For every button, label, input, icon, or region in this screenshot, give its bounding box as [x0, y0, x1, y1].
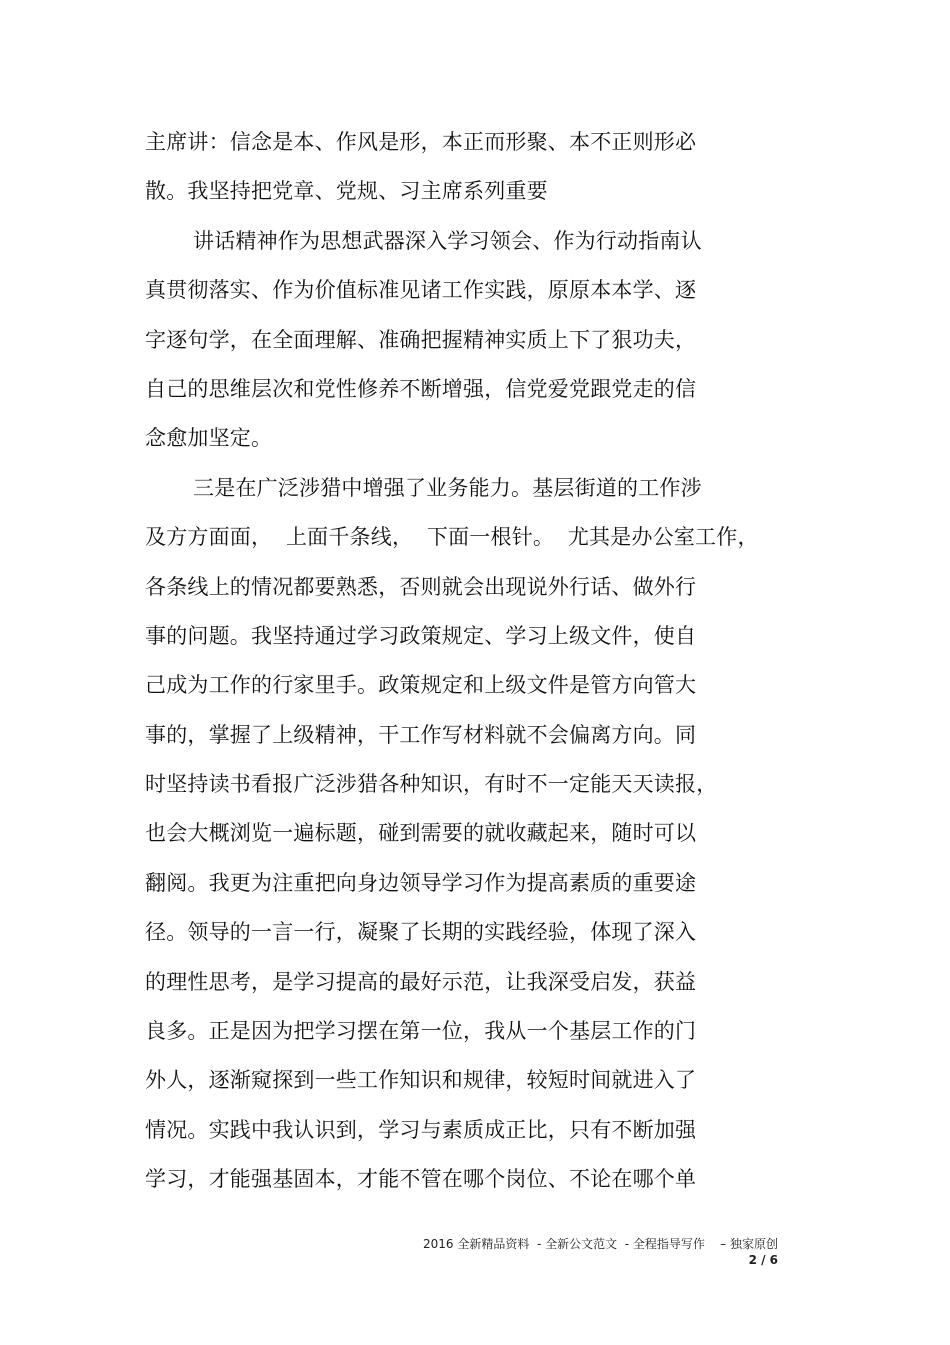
- text-line: 也会大概浏览一遍标题，碰到需要的就收藏起来，随时可以: [145, 821, 697, 846]
- body-text: [145, 118, 785, 1205]
- footer-tagline: 2016 全新精品资料 - 全新公文范文 - 全程指导写作 – 独家原创: [423, 1237, 778, 1251]
- text-line: 散。我坚持把党章、党规、习主席系列重要: [145, 179, 548, 204]
- text-line: 自己的思维层次和党性修养不断增强，信党爱党跟党走的信: [145, 376, 697, 401]
- text-line: 径。领导的一言一行，凝聚了长期的实践经验，体现了深入: [145, 920, 697, 945]
- text-line: 事的问题。我坚持通过学习政策规定、学习上级文件，使自: [145, 623, 697, 648]
- text-line: 主席讲：信念是本、作风是形，本正而形聚、本不正则形必: [145, 130, 697, 154]
- text-line: 翻阅。我更为注重把向身边领导学习作为提高素质的重要途: [145, 870, 697, 895]
- text-line: 时坚持读书看报广泛涉猎各种知识，有时不一定能天天读报，: [145, 772, 718, 797]
- paragraph-start-line: 三是在广泛涉猎中增强了业务能力。基层街道的工作涉: [193, 475, 702, 500]
- paragraph-start-line: 讲话精神作为思想武器深入学习领会、作为行动指南认: [193, 228, 702, 253]
- page-footer: [423, 1236, 778, 1268]
- text-line: 事的，掌握了上级精神，干工作写材料就不会偏离方向。同: [145, 722, 697, 747]
- text-line: 情况。实践中我认识到，学习与素质成正比，只有不断加强: [145, 1117, 697, 1142]
- text-line: 各条线上的情况都要熟悉，否则就会出现说外行话、做外行: [145, 574, 697, 599]
- text-line: 良多。正是因为把学习摆在第一位，我从一个基层工作的门: [145, 1019, 697, 1044]
- text-line: 念愈加坚定。: [145, 426, 273, 451]
- text-line: 外人，逐渐窥探到一些工作知识和规律，较短时间就进入了: [145, 1068, 697, 1093]
- text-line: 学习，才能强基固本，才能不管在哪个岗位、不论在哪个单: [145, 1167, 697, 1192]
- text-line: 己成为工作的行家里手。政策规定和上级文件是管方向管大: [145, 673, 697, 698]
- text-line: 字逐句学，在全面理解、准确把握精神实质上下了狠功夫，: [145, 327, 697, 352]
- text-line: 真贯彻落实、作为价值标准见诸工作实践，原原本本学、逐: [145, 278, 697, 303]
- text-line: 及方方面面， 上面千条线， 下面一根针。 尤其是办公室工作，: [145, 525, 759, 550]
- text-line: 的理性思考，是学习提高的最好示范，让我深受启发，获益: [145, 969, 697, 994]
- page-number: 2 / 6: [748, 1253, 778, 1267]
